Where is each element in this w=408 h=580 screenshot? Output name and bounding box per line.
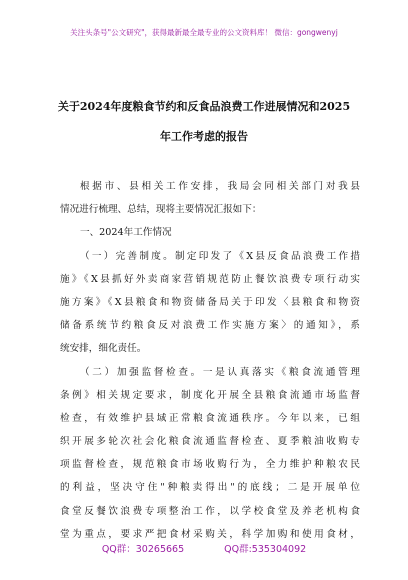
document-title-line-2: 年工作考虑的报告 xyxy=(160,130,248,143)
footer-qq-group-2: QQ群:535304092 xyxy=(224,544,307,555)
body-line: （一）完善制度。制定印发了《X县反食品浪费工作措 xyxy=(80,250,360,262)
document-title-line-1: 关于2024年度粮食节约和反食品浪费工作进展情况和2025 xyxy=(57,100,351,113)
document-body xyxy=(60,175,360,546)
body-line: 施方案》《X县粮食和物资储备局关于印发〈县粮食和物资 xyxy=(60,296,360,308)
body-line: 情况进行梳理、总结，现将主要情况汇报如下： xyxy=(60,204,262,216)
body-line: 的利益，坚决守住"种粮卖得出"的底线；二是开展单位 xyxy=(60,482,360,494)
footer-contact xyxy=(0,541,408,555)
body-line: 堂为重点，要求严把食材采购关，科学加购和使用食材， xyxy=(60,528,360,540)
body-line: 食堂反餐饮浪费专项整治工作，以学校食堂及养老机构食 xyxy=(60,505,360,517)
body-line: 检查，有效维护县域正常粮食流通秩序。今年以来，已组 xyxy=(60,412,360,424)
section-heading: 一、2024年工作情况 xyxy=(80,227,172,239)
body-line: 储备系统节约粮食反对浪费工作实施方案〉的通知》，系 xyxy=(60,320,360,332)
body-line: 根据市、县相关工作安排，我局会同相关部门对我县 xyxy=(80,181,360,192)
header-promo-note: 关注头条号"公文研究"，获得最新最全最专业的公文资料库！ 微信：gongwenyj xyxy=(70,28,338,37)
body-line: 统安排，细化责任。 xyxy=(60,343,147,355)
body-line: 施》《X县抓好外卖商家营销规范防止餐饮浪费专项行动实 xyxy=(60,273,360,285)
body-line: （二）加强监督检查。一是认真落实《粮食流通管理 xyxy=(80,366,360,378)
body-line: 织开展多轮次社会化粮食流通监督检查、夏季粮油收购专 xyxy=(60,436,360,448)
footer-qq-group-1: QQ群：30265665 xyxy=(101,544,185,555)
body-line: 项监督检查，规范粮食市场收购行为，全力维护种粮农民 xyxy=(60,459,360,471)
body-line: 条例》相关规定要求，制度化开展全县粮食流通市场监督 xyxy=(60,389,360,401)
